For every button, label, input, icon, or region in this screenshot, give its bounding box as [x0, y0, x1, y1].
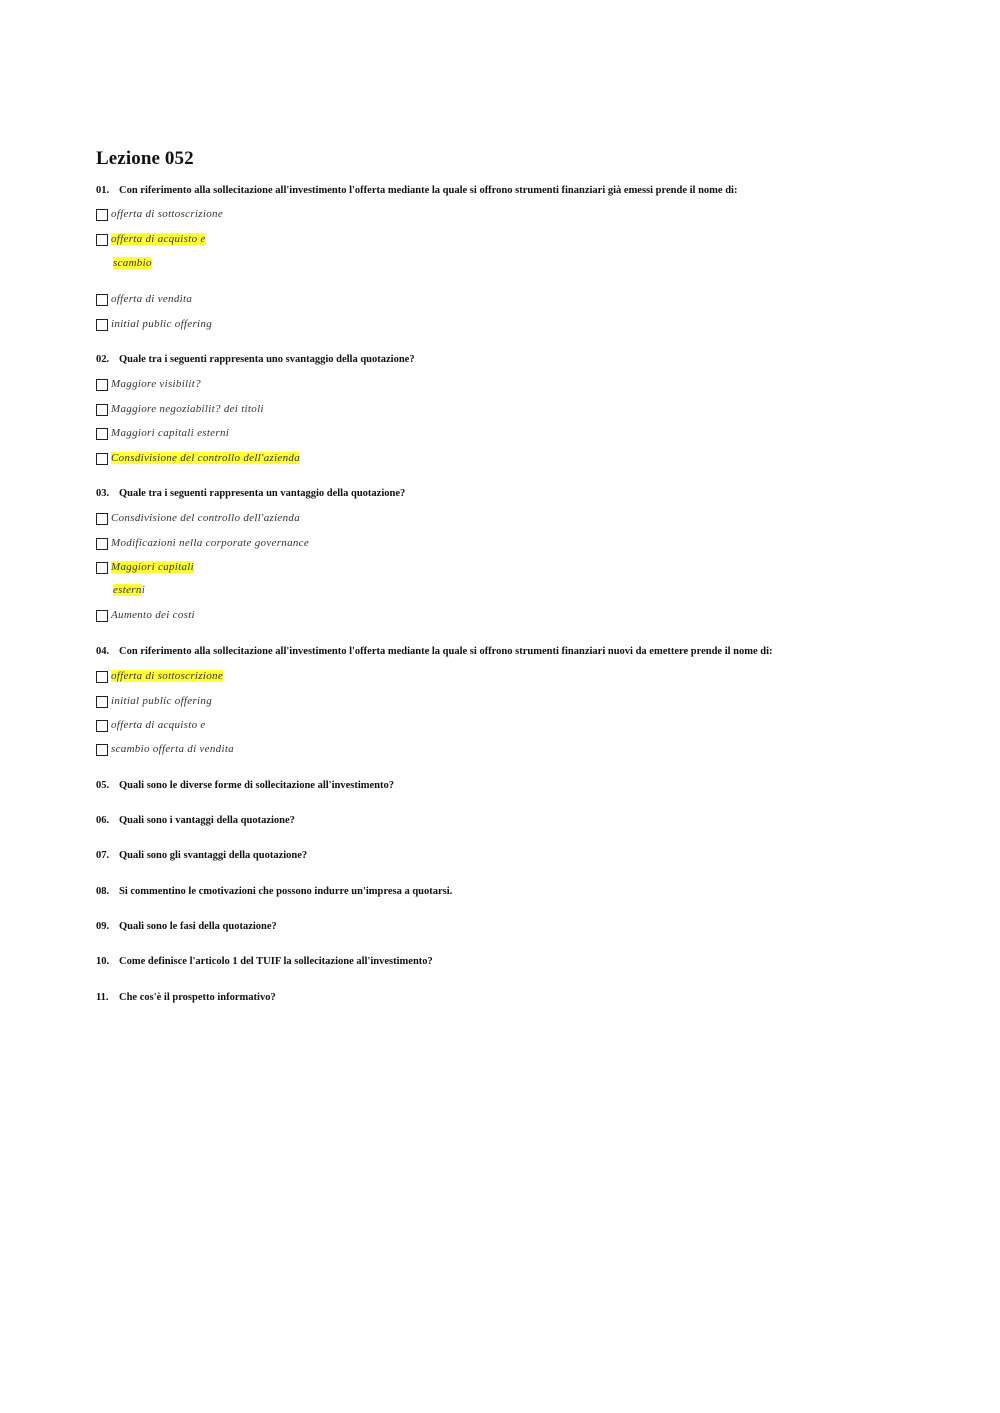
answer-option-correct[interactable]: [96, 231, 206, 247]
question-03: [96, 488, 405, 499]
question-text: Che cos'è il prospetto informativo?: [119, 992, 276, 1003]
answer-text: scambio offerta di vendita: [111, 743, 234, 755]
question-07: [96, 850, 307, 861]
answer-text-highlighted: offerta di sottoscrizione: [111, 670, 223, 682]
answer-text: Maggiore visibilit?: [111, 378, 201, 390]
question-number: 04.: [96, 646, 110, 657]
answer-option[interactable]: [96, 607, 195, 623]
question-text: Quale tra i seguenti rappresenta uno svantaggio della quotazione?: [119, 354, 415, 365]
answer-text-highlighted: Consdivisione del controllo dell'azienda: [111, 452, 301, 464]
question-09: [96, 921, 277, 932]
page-title: Lezione 052: [96, 148, 194, 169]
answer-option[interactable]: [96, 316, 212, 332]
question-number: 06.: [96, 815, 110, 826]
answer-text: Maggiori capitali esterni: [111, 427, 230, 439]
checkbox[interactable]: [96, 294, 108, 306]
answer-text: offerta di acquisto e: [111, 719, 206, 731]
question-text: Quali sono i vantaggi della quotazione?: [119, 815, 295, 826]
checkbox[interactable]: [96, 720, 108, 732]
checkbox[interactable]: [96, 404, 108, 416]
answer-option[interactable]: [96, 425, 229, 441]
checkbox[interactable]: [96, 671, 108, 683]
answer-text-highlighted: scambio: [113, 257, 152, 269]
question-02: [96, 354, 415, 365]
question-number: 01.: [96, 185, 110, 196]
question-number: 08.: [96, 886, 110, 897]
question-text: Quali sono le diverse forme di sollecitazione all'investimento?: [119, 780, 395, 791]
question-11: [96, 992, 276, 1003]
question-number: 11.: [96, 992, 109, 1003]
question-04: [96, 646, 773, 657]
answer-option[interactable]: [96, 535, 309, 551]
answer-text: initial public offering: [111, 318, 213, 330]
answer-text: i: [141, 584, 146, 596]
answer-text-highlighted: Maggiori capitali: [111, 561, 195, 573]
checkbox[interactable]: [96, 562, 108, 574]
question-05: [96, 780, 394, 791]
answer-option[interactable]: [96, 741, 234, 757]
checkbox[interactable]: [96, 610, 108, 622]
answer-option[interactable]: [96, 401, 264, 417]
answer-continuation: [113, 584, 145, 596]
checkbox[interactable]: [96, 209, 108, 221]
question-06: [96, 815, 295, 826]
checkbox[interactable]: [96, 453, 108, 465]
answer-continuation: [113, 257, 152, 269]
question-08: [96, 886, 452, 897]
question-number: 05.: [96, 780, 110, 791]
answer-option[interactable]: [96, 717, 206, 733]
question-text: Con riferimento alla sollecitazione all'investimento l'offerta mediante la quale si offrono strumenti finanziari nuovi da emettere prende il nome di:: [119, 646, 773, 657]
question-text: Si commentino le cmotivazioni che possono indurre un'impresa a quotarsi.: [119, 886, 453, 897]
checkbox[interactable]: [96, 744, 108, 756]
answer-option-correct[interactable]: [96, 668, 223, 684]
question-number: 02.: [96, 354, 110, 365]
question-text: Con riferimento alla sollecitazione all'investimento l'offerta mediante la quale si offrono strumenti finanziari già emessi prende il nome di:: [119, 185, 738, 196]
question-text: Quali sono gli svantaggi della quotazione?: [119, 850, 308, 861]
checkbox[interactable]: [96, 538, 108, 550]
question-text: Come definisce l'articolo 1 del TUIF la sollecitazione all'investimento?: [119, 956, 433, 967]
checkbox[interactable]: [96, 513, 108, 525]
answer-text-highlighted: offerta di acquisto e: [111, 233, 206, 245]
question-number: 10.: [96, 956, 110, 967]
answer-text: initial public offering: [111, 695, 213, 707]
checkbox[interactable]: [96, 428, 108, 440]
answer-option[interactable]: [96, 510, 300, 526]
question-number: 03.: [96, 488, 110, 499]
checkbox[interactable]: [96, 234, 108, 246]
answer-option-correct[interactable]: [96, 559, 194, 575]
checkbox[interactable]: [96, 319, 108, 331]
answer-text: Maggiore negoziabilit? dei titoli: [111, 403, 264, 415]
question-01: [96, 185, 737, 196]
checkbox[interactable]: [96, 696, 108, 708]
answer-text: Aumento dei costi: [111, 609, 195, 621]
answer-option[interactable]: [96, 291, 192, 307]
answer-text-highlighted: estern: [113, 584, 142, 596]
answer-option[interactable]: [96, 693, 212, 709]
question-number: 09.: [96, 921, 110, 932]
answer-text: Modificazioni nella corporate governance: [111, 537, 310, 549]
answer-text: offerta di vendita: [111, 293, 193, 305]
answer-text: Consdivisione del controllo dell'azienda: [111, 512, 301, 524]
question-10: [96, 956, 433, 967]
answer-text: offerta di sottoscrizione: [111, 208, 223, 220]
answer-option[interactable]: [96, 376, 201, 392]
answer-option-correct[interactable]: [96, 450, 300, 466]
question-text: Quali sono le fasi della quotazione?: [119, 921, 277, 932]
checkbox[interactable]: [96, 379, 108, 391]
question-text: Quale tra i seguenti rappresenta un vantaggio della quotazione?: [119, 488, 406, 499]
question-number: 07.: [96, 850, 110, 861]
answer-option[interactable]: [96, 206, 223, 222]
